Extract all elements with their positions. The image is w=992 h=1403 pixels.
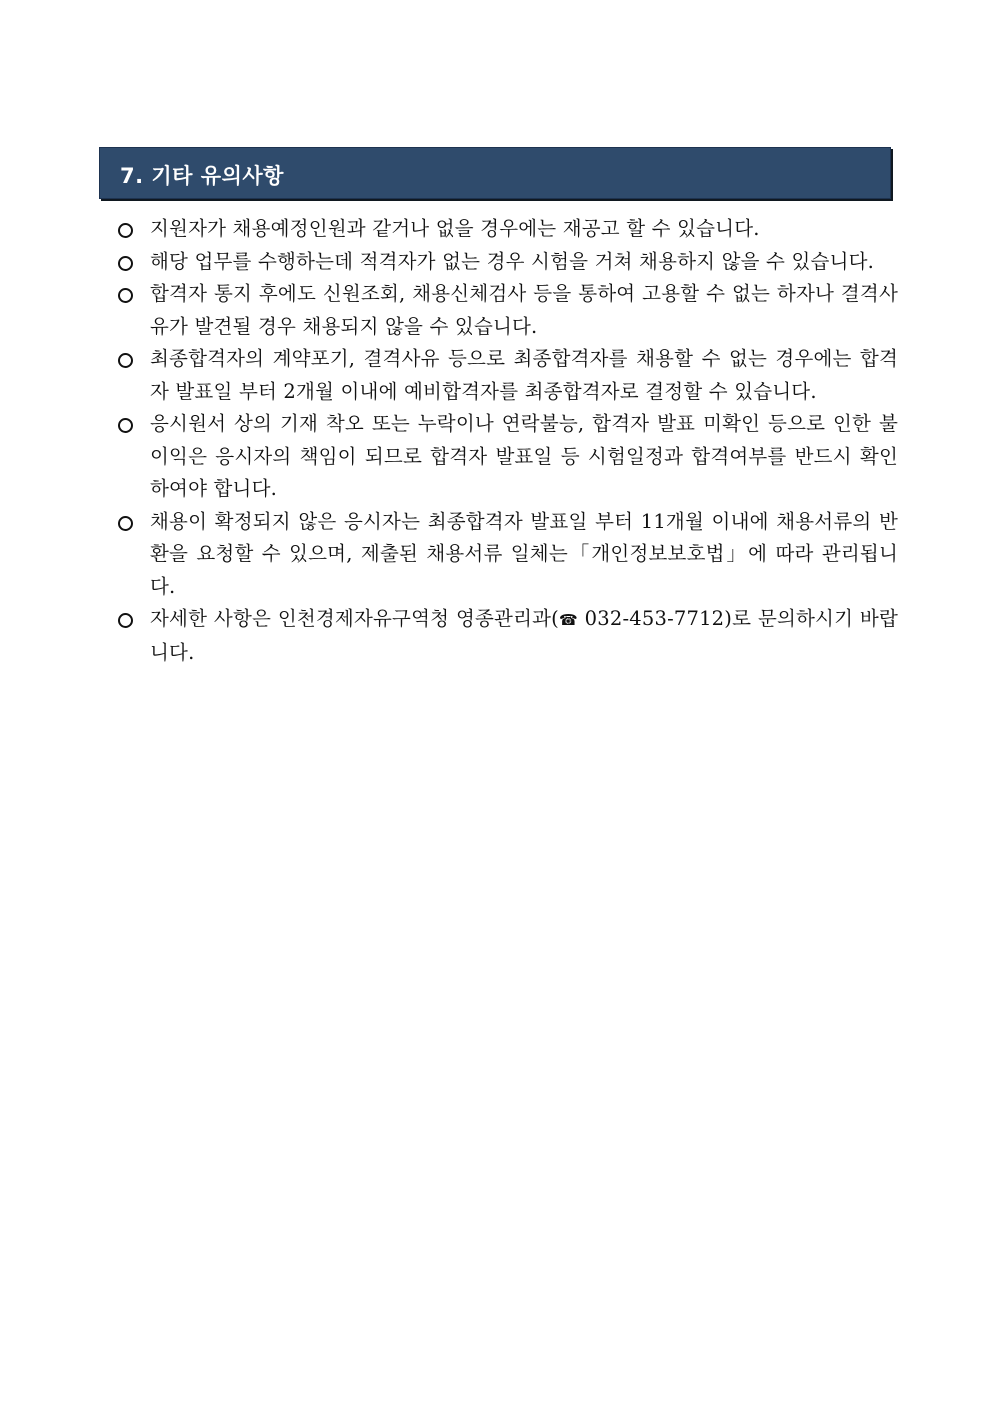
list-item xyxy=(115,213,898,246)
contact-prefix: 자세한 사항은 인천경제자유구역청 영종관리과( xyxy=(150,607,559,630)
contact-suffix: )로 문의하시기 바랍니다. xyxy=(150,607,898,664)
circle-bullet-icon xyxy=(118,288,133,303)
notice-text: 응시원서 상의 기재 착오 또는 누락이나 연락불능, 합격자 발표 미확인 등으로 인한 불이익은 응시자의 책임이 되므로 합격자 발표일 등 시험일정과 합격여부를 반드시 확인하여야 합니다. xyxy=(150,412,898,500)
telephone-icon: ☎ xyxy=(558,611,578,629)
circle-bullet-icon xyxy=(118,223,133,238)
list-item xyxy=(115,506,898,604)
circle-bullet-icon xyxy=(118,516,133,531)
notice-text: 채용이 확정되지 않은 응시자는 최종합격자 발표일 부터 11개월 이내에 채용서류의 반환을 요청할 수 있으며, 제출된 채용서류 일체는「개인정보보호법」에 따라 관리됩니다. xyxy=(150,509,898,598)
notice-list xyxy=(115,213,898,669)
notice-text: 최종합격자의 계약포기, 결격사유 등으로 최종합격자를 채용할 수 없는 경우에는 합격자 발표일 부터 2개월 이내에 예비합격자를 최종합격자로 결정할 수 있습니다. xyxy=(150,347,898,403)
notice-text: 합격자 통지 후에도 신원조회, 채용신체검사 등을 통하여 고용할 수 없는 하자나 결격사유가 발견될 경우 채용되지 않을 수 있습니다. xyxy=(150,282,898,338)
contact-phone: 032-453-7712 xyxy=(577,607,725,630)
circle-bullet-icon xyxy=(118,613,133,628)
notice-text: 해당 업무를 수행하는데 적격자가 없는 경우 시험을 거쳐 채용하지 않을 수 있습니다. xyxy=(150,249,875,273)
circle-bullet-icon xyxy=(118,256,133,271)
circle-bullet-icon xyxy=(118,353,133,368)
section-header xyxy=(99,147,891,199)
contact-item xyxy=(115,603,898,669)
notice-text: 지원자가 채용예정인원과 같거나 없을 경우에는 재공고 할 수 있습니다. xyxy=(150,217,760,240)
list-item xyxy=(115,408,898,506)
circle-bullet-icon xyxy=(118,418,133,433)
list-item xyxy=(115,246,898,279)
section-title: 7. 기타 유의사항 xyxy=(120,164,284,188)
list-item xyxy=(115,343,898,408)
list-item xyxy=(115,278,898,343)
